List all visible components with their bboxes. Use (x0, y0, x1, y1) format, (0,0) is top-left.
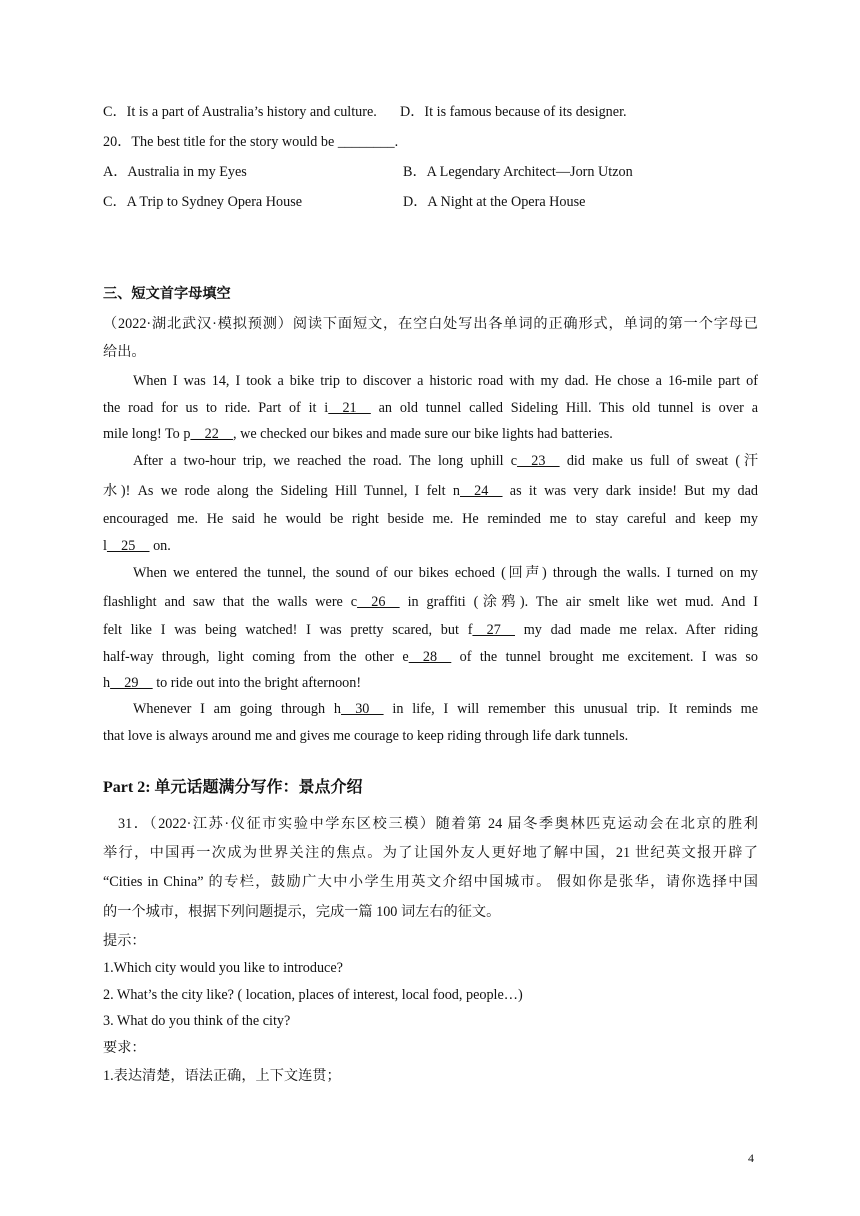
passage-p2-line-2: 水)! As we rode along the Sideling Hill Tunnel, I felt n 24 as it was very dark inside! But my dad (103, 483, 758, 499)
blank-29[interactable]: 29 (110, 675, 153, 691)
section-3-title: 三、短文首字母填空 (103, 286, 231, 302)
section-3-intro-line-1: （2022·湖北武汉·模拟预测）阅读下面短文，在空白处写出各单词的正确形式，单词的第一个字母已 (103, 316, 758, 332)
blank-28[interactable]: 28 (408, 649, 452, 665)
question-31-line-4: 的一个城市，根据下列问题提示，完成一篇 100 词左右的征文。 (103, 904, 501, 920)
question-31-line-3: “Cities in China” 的专栏，鼓励广大中小学生用英文介绍中国城市。 假如你是张华，请你选择中国 (103, 874, 758, 890)
passage-p1-line-1: When I was 14, I took a bike trip to discover a historic road with my dad. He chose a 16-mile part of (133, 373, 758, 389)
option-20-a: A．Australia in my Eyes (103, 164, 247, 180)
requirement-1: 1.表达清楚，语法正确，上下文连贯； (103, 1068, 341, 1084)
requirements-label: 要求： (103, 1040, 146, 1056)
option-20-c: C．A Trip to Sydney Opera House (103, 194, 303, 210)
page-number: 4 (748, 1151, 754, 1165)
blank-26[interactable]: 26 (357, 594, 400, 610)
option-19-d: D．It is famous because of its designer. (400, 104, 627, 120)
passage-p2-line-4: l 25 on. (103, 538, 171, 554)
hint-1: 1.Which city would you like to introduce? (103, 960, 343, 976)
blank-23[interactable]: 23 (517, 453, 560, 469)
passage-p1-line-3: mile long! To p 22 , we checked our bikes and made sure our bike lights had batteries. (103, 426, 613, 442)
blank-21[interactable]: 21 (328, 400, 371, 416)
blank-22[interactable]: 22 (190, 426, 233, 442)
blank-27[interactable]: 27 (472, 622, 515, 638)
passage-p4-line-2: that love is always around me and gives me courage to keep riding through life dark tunnels. (103, 728, 629, 744)
hint-label: 提示： (103, 933, 146, 949)
section-3-intro-line-2: 给出。 (103, 344, 146, 360)
blank-24[interactable]: 24 (459, 483, 503, 499)
hint-3: 3. What do you think of the city? (103, 1013, 291, 1029)
passage-p3-line-1: When we entered the tunnel, the sound of our bikes echoed (回声) through the walls. I turned on my (133, 565, 758, 581)
question-20: 20．The best title for the story would be ________. (103, 134, 399, 150)
passage-p4-line-1: Whenever I am going through h 30 in life, I will remember this unusual trip. It reminds me (133, 701, 758, 717)
blank-25[interactable]: 25 (106, 538, 150, 554)
question-31-line-1: 31．（2022·江苏·仪征市实验中学东区校三模）随着第 24 届冬季奥林匹克运动会在北京的胜利 (118, 816, 758, 832)
passage-p3-line-2: flashlight and saw that the walls were c 26 in graffiti (涂鸦). The air smelt like wet mud. And I (103, 594, 758, 610)
part-2-title: Part 2: 单元话题满分写作：景点介绍 (103, 779, 363, 796)
option-20-b: B．A Legendary Architect—Jorn Utzon (403, 164, 633, 180)
passage-p3-line-3: felt like I was being watched! I was pretty scared, but f 27 my dad made me relax. After riding (103, 622, 758, 638)
option-19-c: C．It is a part of Australia’s history and culture. (103, 104, 377, 120)
passage-p3-line-4: half-way through, light coming from the other e 28 of the tunnel brought me excitement. I was so (103, 649, 758, 665)
blank-30[interactable]: 30 (341, 701, 384, 717)
passage-p1-line-2: the road for us to ride. Part of it i 21 an old tunnel called Sideling Hill. This old tunnel is over a (103, 400, 758, 416)
option-20-d: D．A Night at the Opera House (403, 194, 586, 210)
passage-p2-line-3: encouraged me. He said he would be right beside me. He reminded me to stay careful and keep my (103, 511, 758, 527)
passage-p3-line-5: h 29 to ride out into the bright afternoon! (103, 675, 362, 691)
hint-2: 2. What’s the city like? ( location, places of interest, local food, people…) (103, 987, 523, 1003)
question-31-line-2: 举行，中国再一次成为世界关注的焦点。为了让国外友人更好地了解中国，21 世纪英文报开辟了 (103, 845, 758, 861)
passage-p2-line-1: After a two-hour trip, we reached the road. The long uphill c 23 did make us full of sweat (汗 (133, 453, 759, 469)
